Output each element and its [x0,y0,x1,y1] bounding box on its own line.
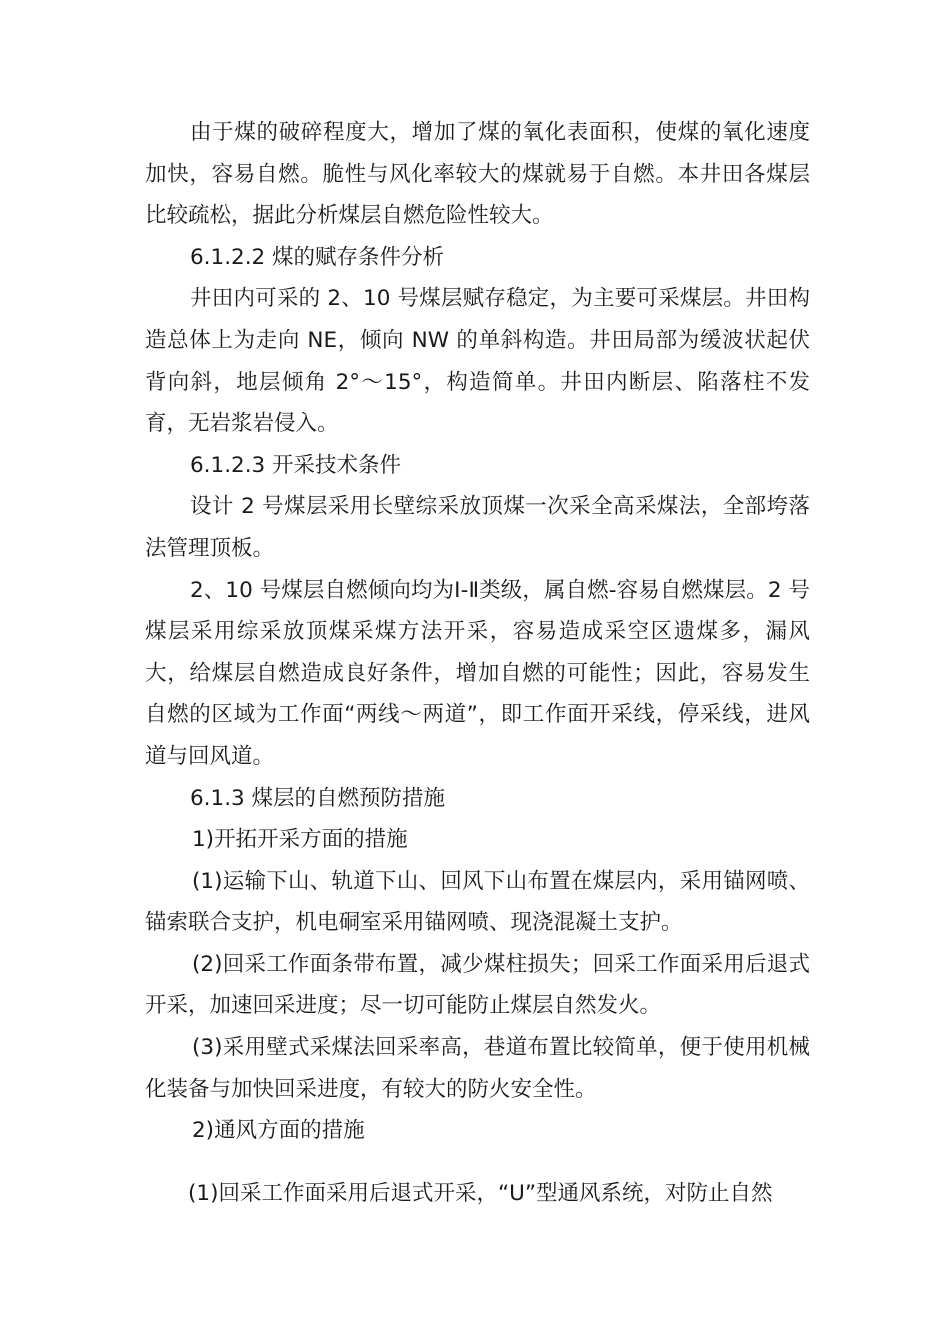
subheading-ventilation-measures: 2)通风方面的措施 [192,1118,365,1144]
paragraph-occurrence-conditions: 井田内可采的 2、10 号煤层赋存稳定，为主要可采煤层。井田构造总体上为走向 NE，倾向 NW 的单斜构造。井田局部为缓波状起伏背向斜，地层倾角 2°～15°，构造简单。井田内断层、陷落柱不发育，无岩浆岩侵入。 [145,286,810,437]
list-item-1-roadways: (1)运输下山、轨道下山、回风下山布置在煤层内，采用锚网喷、锚索联合支护，机电硐室采用锚网喷、现浇混凝土支护。 [145,868,810,936]
list-item-1-ventilation: (1)回采工作面采用后退式开采，“U”型通风系统，对防止自然 [188,1181,773,1207]
section-heading-6-1-3: 6.1.3 煤层的自燃预防措施 [190,785,446,811]
document-page [145,112,810,1236]
section-heading-6-1-2-2: 6.1.2.2 煤的赋存条件分析 [190,244,445,270]
paragraph-spontaneous-combustion: 2、10 号煤层自燃倾向均为Ⅰ-Ⅱ类级，属自燃-容易自燃煤层。2 号煤层采用综采放顶煤采煤方法开采，容易造成采空区遗煤多，漏风大，给煤层自燃造成良好条件，增加自燃的可能性；因此，容易发生自燃的区域为工作面“两线～两道”，即工作面开采线，停采线，进风道与回风道。 [145,577,810,769]
list-item-3-longwall: (3)采用壁式采煤法回采率高，巷道布置比较简单，便于使用机械化装备与加快回采进度，有较大的防火安全性。 [145,1035,810,1102]
paragraph-mining-method: 设计 2 号煤层采用长壁综采放顶煤一次采全高采煤法，全部垮落法管理顶板。 [145,494,810,561]
subheading-development-measures: 1)开拓开采方面的措施 [192,827,408,853]
paragraph-coal-fragmentation: 由于煤的破碎程度大，增加了煤的氧化表面积，使煤的氧化速度加快，容易自燃。脆性与风化率较大的煤就易于自燃。本井田各煤层比较疏松，据此分析煤层自燃危险性较大。 [145,120,810,229]
section-heading-6-1-2-3: 6.1.2.3 开采技术条件 [190,452,402,478]
list-item-2-working-face: (2)回采工作面条带布置，减少煤柱损失；回采工作面采用后退式开采，加速回采进度；尽一切可能防止煤层自然发火。 [145,951,810,1019]
